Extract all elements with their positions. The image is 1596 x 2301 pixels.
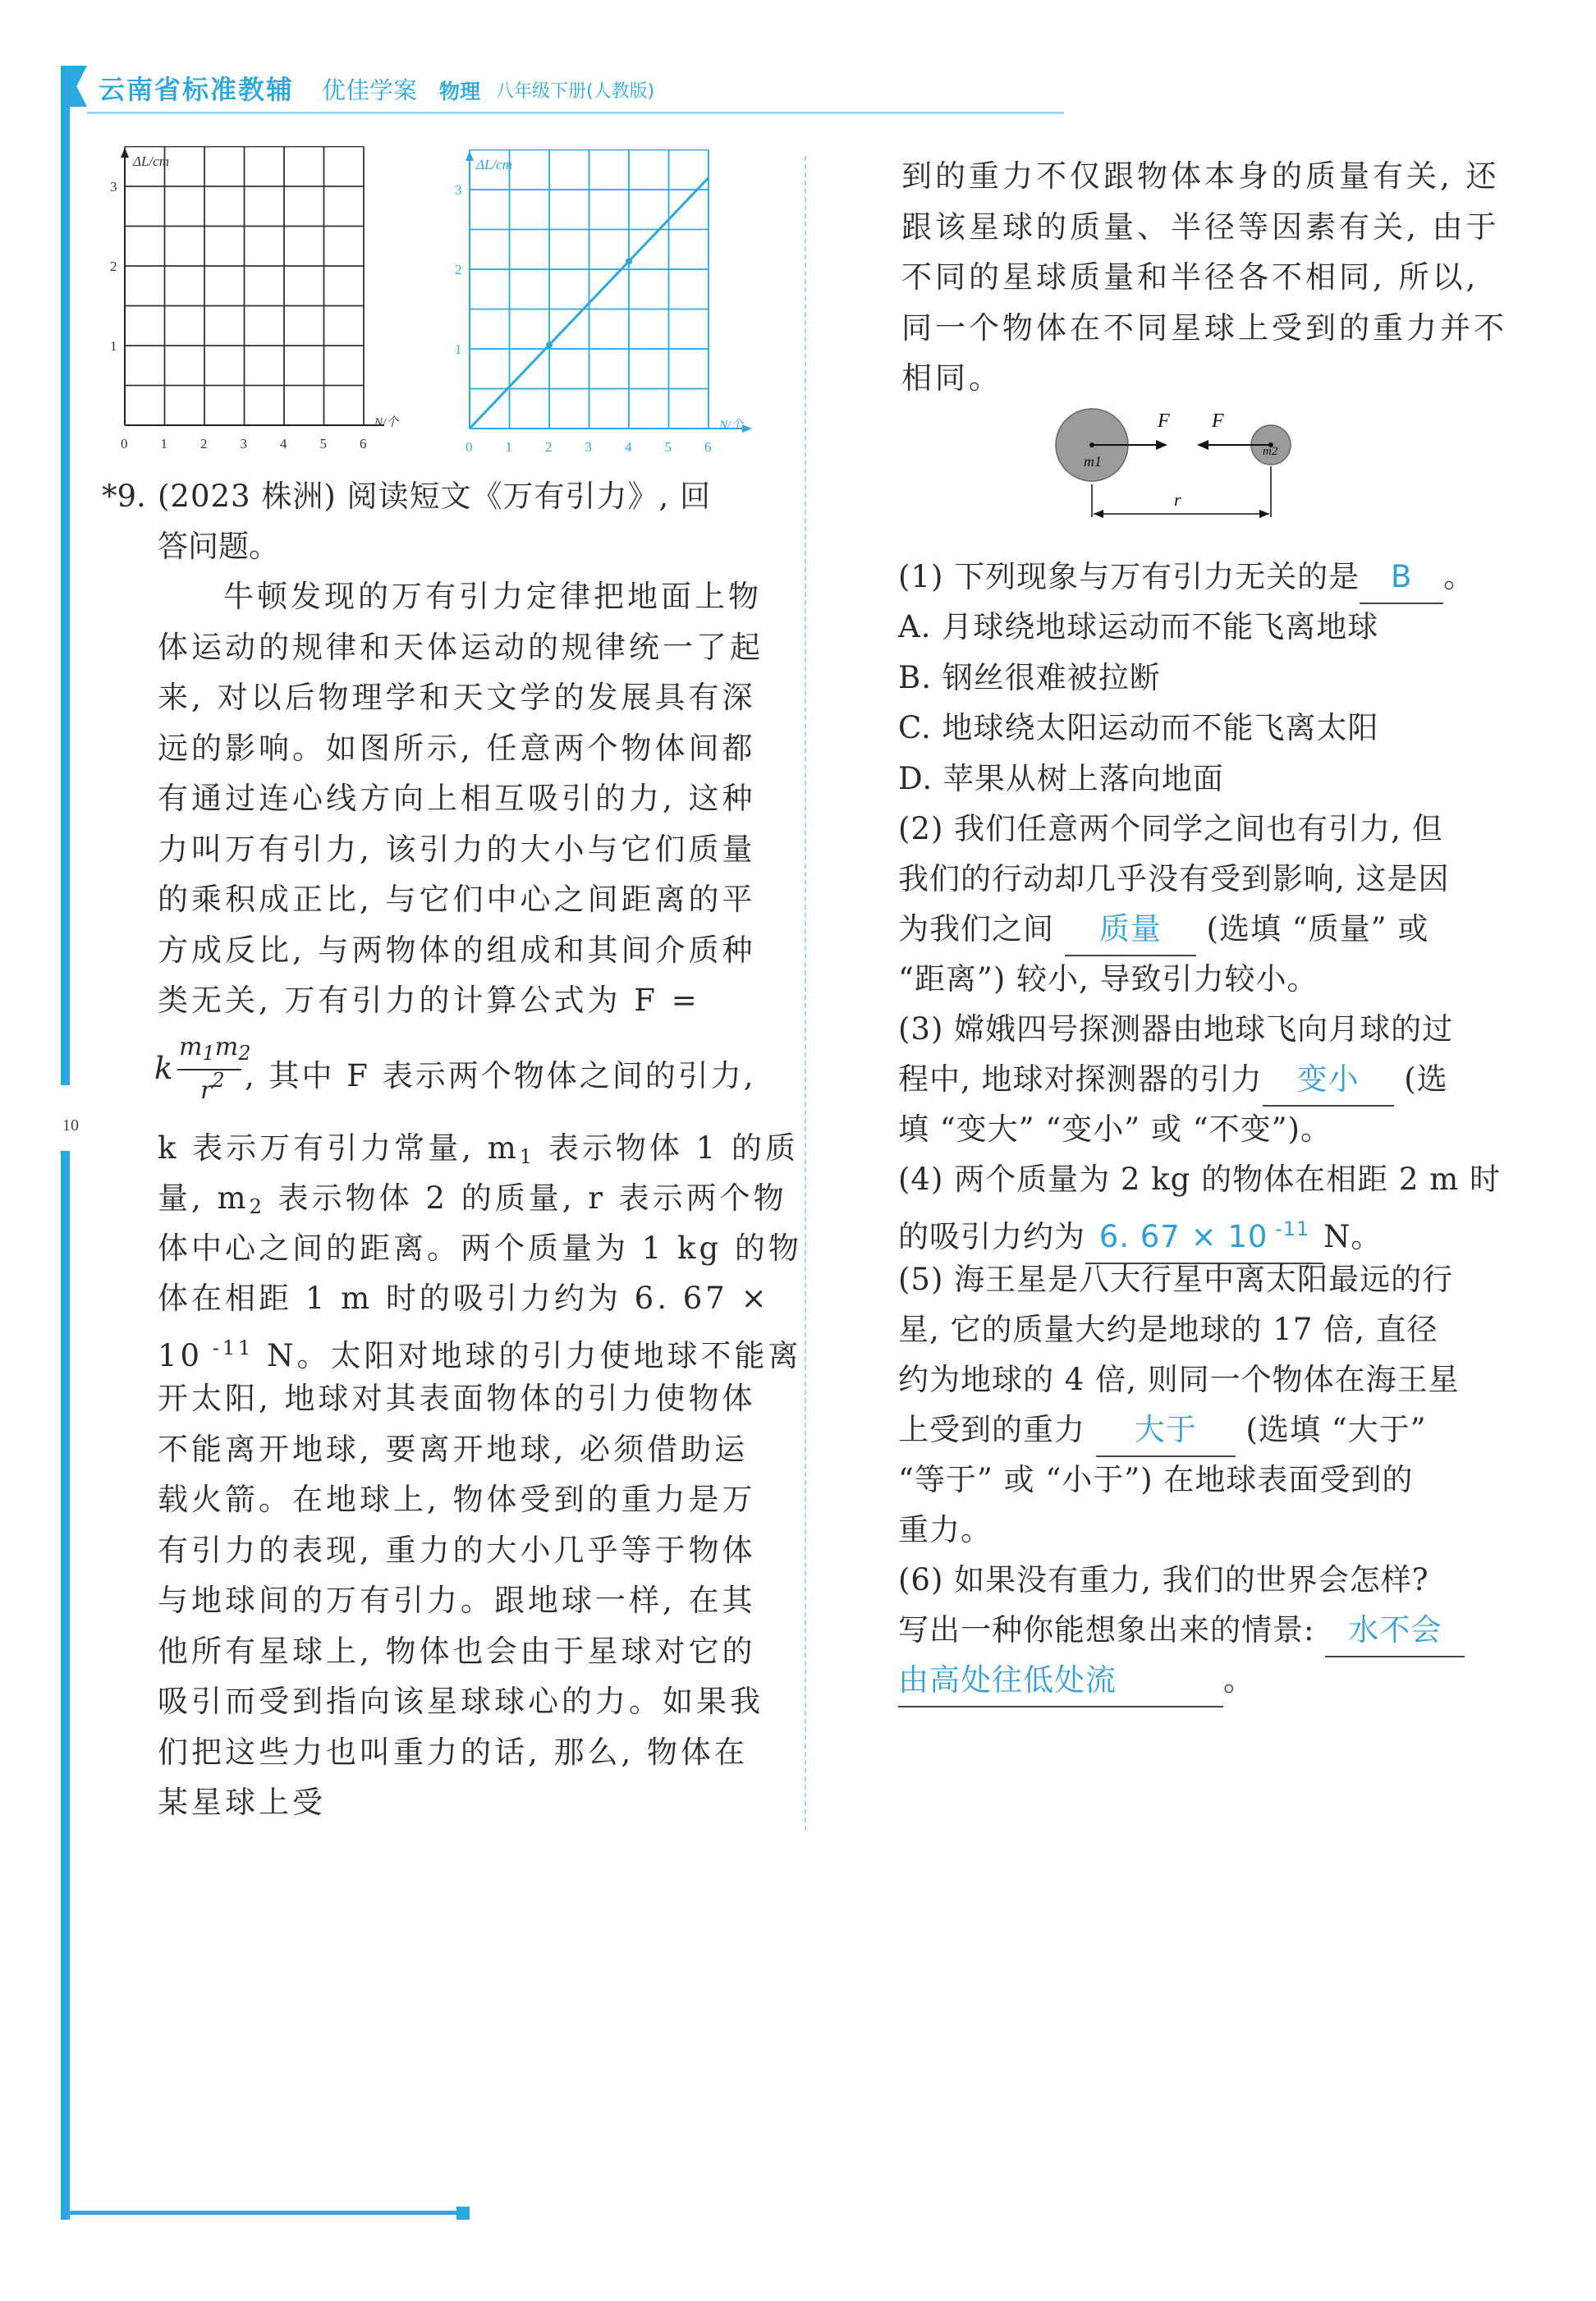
q3-answer: 变小: [1263, 1054, 1394, 1107]
q5-line4: 上受到的重力 大于 (选填 “大于”: [898, 1405, 1427, 1457]
q4-line2: 的吸引力约为 6. 67 × 10 $^{-11}$ N。: [898, 1204, 1382, 1264]
chart-y-label: ΔL/cm: [476, 157, 512, 172]
q9-passage-right: [901, 151, 1558, 404]
q9-passage-line: 载火箭。在地球上, 物体受到的重力是万: [158, 1482, 756, 1517]
bottom-square: [456, 2207, 470, 2220]
q9-passage-line: 与地球间的万有引力。跟地球一样, 在其: [158, 1583, 756, 1618]
x-tick-label: 4: [625, 439, 632, 455]
q9-passage-line: 方成反比, 与两物体的组成和其间介质种: [158, 932, 756, 968]
m1-label: m1: [1084, 453, 1102, 470]
gravitation-figure: [1043, 402, 1314, 525]
q3-line2: 程中, 地球对探测器的引力 变小 (选: [898, 1054, 1448, 1107]
q6-answer-part1: 水不会: [1325, 1605, 1465, 1657]
distance-label: r: [1174, 489, 1181, 510]
header-subject: 物理: [439, 80, 481, 103]
q9-passage-line: 吸引而受到指向该星球球心的力。如果我: [158, 1684, 764, 1719]
q1-option: C. 地球绕太阳运动而不能飞离太阳: [898, 710, 1379, 745]
x-tick-label: 2: [545, 439, 553, 455]
q9-passage: [158, 571, 790, 1026]
chart-tick-labels: [455, 182, 712, 455]
q9-line-force: 体在相距 1 m 时的吸引力约为 6. 67 ×: [158, 1281, 770, 1316]
header-series: 云南省标准教辅: [99, 74, 295, 105]
q9-passage-line: 的乘积成正比, 与它们中心之间距离的平: [158, 882, 756, 917]
q6-answer-part2: 由高处往低处流: [898, 1655, 1223, 1707]
column-divider: [805, 156, 806, 1831]
q6-line1: (6) 如果没有重力, 我们的世界会怎样?: [898, 1562, 1429, 1597]
q1-answer: B: [1360, 552, 1443, 604]
formula-numerator: $m_1m_2$: [179, 1033, 251, 1065]
q6-line2: 写出一种你能想象出来的情景: 水不会: [898, 1605, 1465, 1657]
q9-passage-line: 有通过连心线方向上相互吸引的力, 这种: [158, 781, 756, 816]
line-chart: [450, 149, 762, 461]
x-tick-label: 3: [585, 439, 592, 455]
q9-intro-line2: 答问题。: [158, 529, 279, 564]
m2-label: m2: [1263, 445, 1278, 458]
q9-formula-line: [154, 1033, 795, 1115]
x-tick-label: 6: [704, 439, 712, 455]
force-arrow-left-icon: [1197, 440, 1208, 450]
q9-passage-line: 某星球上受: [158, 1785, 326, 1820]
blank-y-label: ΔL/cm: [133, 154, 169, 169]
q4-answer: 6. 67 × 10 $^{-11}$: [1085, 1204, 1323, 1264]
q9-line-m2: 量, $m_2$ 表示物体 2 的质量, r 表示两个物: [158, 1180, 787, 1218]
y-tick-label: 2: [110, 259, 117, 274]
q4-line1: (4) 两个质量为 2 kg 的物体在相距 2 m 时: [898, 1162, 1502, 1197]
q9-passage-line: 跟该星球的质量、半径等因素有关, 由于: [901, 209, 1500, 245]
q9-passage-line: 有引力的表现, 重力的大小几乎等于物体: [158, 1532, 756, 1568]
q2-line1: (2) 我们任意两个同学之间也有引力, 但: [898, 811, 1443, 846]
header-rule: [87, 112, 1064, 114]
q9-passage-line: 他所有星球上, 物体也会由于星球对它的: [158, 1633, 756, 1669]
chart-grid-lines: [470, 150, 709, 429]
force-arrow-right-icon: [1156, 440, 1167, 450]
header-grade: 八年级下册(人教版): [496, 81, 655, 102]
x-tick-label: 0: [121, 436, 128, 451]
x-tick-label: 0: [466, 439, 473, 455]
header-brand: 优佳学案: [322, 76, 418, 104]
blank-grid-lines: [125, 147, 364, 426]
blank-y-arrow-icon: [121, 148, 129, 158]
q3-line1: (3) 嫦娥四号探测器由地球飞向月球的过: [898, 1011, 1454, 1047]
q5-answer: 大于: [1096, 1405, 1236, 1457]
bottom-rule: [61, 2211, 463, 2215]
q5-line6: 重力。: [898, 1512, 992, 1547]
q5-line1: (5) 海王星是八大行星中离太阳最远的行: [898, 1262, 1454, 1297]
x-tick-label: 5: [664, 439, 672, 455]
q6-line3: 由高处往低处流 。: [898, 1655, 1254, 1707]
q9-line-k: k 表示万有引力常量, $m_1$ 表示物体 1 的质: [158, 1130, 799, 1168]
page-number: 10: [62, 1116, 79, 1134]
blank-x-label: N/个: [374, 416, 399, 429]
q9-intro-line1: (2023 株洲) 阅读短文《万有引力》, 回: [158, 479, 712, 514]
q9-passage-line: 牛顿发现的万有引力定律把地面上物: [223, 579, 762, 614]
x-tick-label: 6: [360, 436, 367, 451]
q5-line2: 星, 它的质量大约是地球的 17 倍, 直径: [898, 1312, 1438, 1347]
q9-passage-line: 相同。: [901, 360, 1002, 396]
x-tick-label: 1: [160, 436, 167, 451]
q9-passage-line: 开太阳, 地球对其表面物体的引力使物体: [158, 1381, 756, 1416]
q9-marker: *9.: [102, 479, 146, 514]
q9-line-exp: 10 $^{-11}$ N。太阳对地球的引力使地球不能离: [158, 1336, 802, 1373]
q9-passage-line: 力叫万有引力, 该引力的大小与它们质量: [158, 831, 756, 867]
q9-passage-line: 体运动的规律和天体运动的规律统一了起: [158, 629, 764, 665]
header-arrow-icon: [61, 66, 87, 107]
q1-options: [898, 602, 1571, 804]
chart-x-arrow-icon: [742, 424, 752, 433]
formula-tail: , 其中 F 表示两个物体之间的引力,: [245, 1058, 756, 1093]
q2-line2: 我们的行动却几乎没有受到影响, 这是因: [898, 861, 1450, 896]
data-point: [546, 341, 553, 348]
q9-passage-line: 到的重力不仅跟物体本身的质量有关, 还: [901, 158, 1500, 194]
chart-y-arrow-icon: [466, 151, 474, 161]
q3-line3: 填 “变大” “变小” 或 “不变”)。: [898, 1112, 1332, 1147]
y-tick-label: 1: [455, 341, 462, 357]
y-tick-label: 3: [455, 182, 462, 198]
y-tick-label: 2: [455, 262, 462, 277]
q2-line3: 为我们之间 质量 (选填 “质量” 或: [898, 904, 1429, 956]
q1-option: D. 苹果从树上落向地面: [898, 760, 1224, 796]
data-point: [626, 258, 632, 264]
formula-k: k: [154, 1051, 173, 1086]
q1-option: B. 钢丝很难被拉断: [898, 659, 1161, 695]
formula-denominator: $r^2$: [200, 1069, 225, 1105]
x-tick-label: 3: [240, 436, 247, 451]
q9-passage-line: 不同的星球质量和半径各不相同, 所以,: [901, 259, 1479, 295]
blank-grid-graph: [105, 146, 417, 458]
force-label-left: F: [1212, 410, 1224, 432]
q1-line: (1) 下列现象与万有引力无关的是 B 。: [898, 552, 1474, 604]
x-tick-label: 1: [505, 439, 512, 455]
q9-passage-rest: [158, 1373, 798, 1828]
x-tick-label: 5: [319, 436, 327, 451]
q9-passage-line: 类无关, 万有引力的计算公式为 F =: [158, 983, 700, 1018]
chart-x-label: N/个: [719, 419, 744, 432]
x-tick-label: 2: [200, 436, 208, 451]
blank-tick-labels: [110, 179, 367, 451]
q9-passage-line: 不能离开地球, 要离开地球, 必须借助运: [158, 1431, 749, 1467]
q9-passage-line: 来, 对以后物理学和天文学的发展具有深: [158, 680, 756, 715]
q5-line5: “等于” 或 “小于”) 在地球表面受到的: [898, 1462, 1414, 1497]
q2-answer: 质量: [1065, 904, 1196, 956]
y-tick-label: 1: [110, 338, 117, 354]
q2-line4: “距离”) 较小, 导致引力较小。: [898, 961, 1319, 997]
q9-passage-line: 远的影响。如图所示, 任意两个物体间都: [158, 730, 756, 766]
q9-passage-line: 们把这些力也叫重力的话, 那么, 物体在: [158, 1734, 749, 1770]
force-label-right: F: [1158, 410, 1170, 432]
q5-line3: 约为地球的 4 倍, 则同一个物体在海王星: [898, 1362, 1460, 1397]
q9-passage-line: 同一个物体在不同星球上受到的重力并不: [901, 309, 1507, 346]
q1-option: A. 月球绕地球运动而不能飞离地球: [898, 609, 1379, 644]
x-tick-label: 4: [280, 436, 287, 451]
y-tick-label: 3: [110, 179, 117, 195]
q9-line-dist: 体中心之间的距离。两个质量为 1 kg 的物: [158, 1231, 802, 1266]
